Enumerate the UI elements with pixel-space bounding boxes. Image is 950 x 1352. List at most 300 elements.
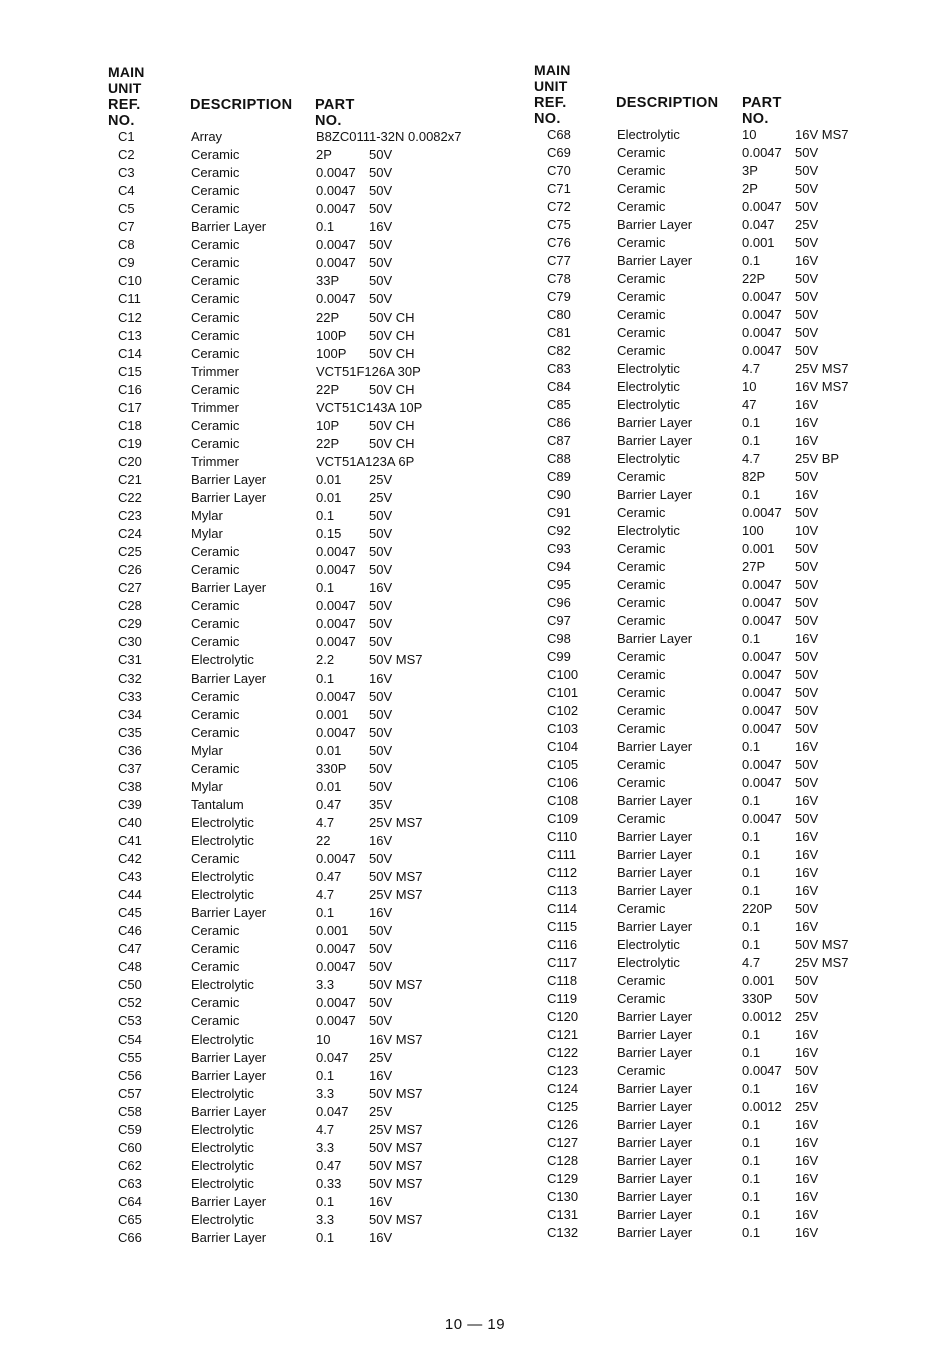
ref-no-cell: C57 bbox=[118, 1085, 142, 1101]
part-rating-cell: 50V bbox=[795, 307, 819, 322]
ref-no-cell: C90 bbox=[547, 487, 571, 502]
part-value-cell: 3.3 bbox=[316, 1085, 335, 1101]
ref-no-cell: C11 bbox=[118, 291, 141, 307]
description-cell: Electrolytic bbox=[191, 1175, 254, 1191]
description-cell: Barrier Layer bbox=[617, 1171, 693, 1186]
part-rating-cell: 50V MS7 bbox=[369, 1139, 423, 1155]
description-cell: Electrolytic bbox=[617, 379, 680, 394]
part-rating-cell: 16V bbox=[795, 739, 819, 754]
part-rating-cell: 50V bbox=[795, 181, 819, 196]
part-value-cell: 4.7 bbox=[742, 451, 761, 466]
description-cell: Trimmer bbox=[191, 399, 239, 415]
part-value-cell: VCT51F126A 30P bbox=[316, 363, 421, 379]
description-cell: Barrier Layer bbox=[191, 1230, 267, 1246]
part-value-cell: 27P bbox=[742, 559, 766, 574]
part-value-cell: 0.0047 bbox=[316, 598, 356, 614]
ref-no-cell: C75 bbox=[547, 217, 571, 232]
part-value-cell: 0.0047 bbox=[742, 685, 782, 700]
part-rating-cell: 16V bbox=[795, 1117, 819, 1132]
part-value-cell: 0.001 bbox=[742, 541, 775, 556]
part-value-cell: 0.47 bbox=[316, 1157, 342, 1173]
description-cell: Barrier Layer bbox=[191, 1067, 267, 1083]
ref-no-cell: C24 bbox=[118, 526, 142, 542]
ref-no-cell: C5 bbox=[118, 201, 135, 217]
ref-no-cell: C36 bbox=[118, 742, 142, 758]
part-value-cell: 0.1 bbox=[316, 670, 335, 686]
description-cell: Electrolytic bbox=[191, 1121, 254, 1137]
ref-no-cell: C99 bbox=[547, 649, 571, 664]
part-value-cell: 10 bbox=[742, 379, 757, 394]
part-rating-cell: 25V BP bbox=[795, 451, 840, 466]
ref-no-cell: C2 bbox=[118, 147, 135, 163]
part-rating-cell: 50V bbox=[795, 145, 819, 160]
ref-no-cell: C40 bbox=[118, 814, 142, 830]
ref-no-cell: C30 bbox=[118, 634, 142, 650]
ref-no-cell: C106 bbox=[547, 775, 579, 790]
part-no-header: PART NO. bbox=[315, 97, 355, 129]
description-cell: Electrolytic bbox=[191, 977, 254, 993]
part-rating-cell: 16V bbox=[795, 631, 819, 646]
part-value-cell: 0.0047 bbox=[742, 289, 782, 304]
description-cell: Ceramic bbox=[617, 1063, 666, 1078]
part-rating-cell: 50V MS7 bbox=[795, 937, 849, 952]
ref-no-cell: C97 bbox=[547, 613, 571, 628]
description-cell: Barrier Layer bbox=[191, 1049, 267, 1065]
ref-no-cell: C50 bbox=[118, 977, 142, 993]
description-cell: Mylar bbox=[191, 778, 223, 794]
description-header: DESCRIPTION bbox=[190, 97, 293, 113]
description-cell: Ceramic bbox=[617, 505, 666, 520]
description-cell: Ceramic bbox=[617, 811, 666, 826]
ref-no-cell: C47 bbox=[118, 941, 142, 957]
description-cell: Electrolytic bbox=[617, 523, 680, 538]
part-rating-cell: 50V bbox=[369, 147, 393, 163]
ref-no-cell: C41 bbox=[118, 832, 142, 848]
part-rating-cell: 50V bbox=[795, 271, 819, 286]
part-rating-cell: 25V bbox=[369, 471, 393, 487]
part-rating-cell: 50V MS7 bbox=[369, 1157, 423, 1173]
ref-no-cell: C21 bbox=[118, 471, 142, 487]
description-cell: Barrier Layer bbox=[191, 1103, 267, 1119]
ref-no-cell: C28 bbox=[118, 598, 142, 614]
description-cell: Ceramic bbox=[191, 598, 240, 614]
part-value-cell: 0.0047 bbox=[316, 165, 356, 181]
description-cell: Barrier Layer bbox=[617, 631, 693, 646]
part-value-cell: 4.7 bbox=[316, 887, 335, 903]
part-value-cell: 22P bbox=[316, 309, 340, 325]
part-rating-cell: 50V bbox=[369, 706, 393, 722]
description-cell: Ceramic bbox=[191, 706, 240, 722]
part-value-cell: 0.1 bbox=[742, 1207, 761, 1222]
ref-no-cell: C43 bbox=[118, 869, 142, 885]
description-cell: Ceramic bbox=[191, 345, 240, 361]
part-value-cell: 0.0047 bbox=[316, 995, 356, 1011]
description-cell: Barrier Layer bbox=[191, 670, 267, 686]
ref-no-cell: C56 bbox=[118, 1067, 142, 1083]
part-rating-cell: 16V bbox=[369, 580, 393, 596]
part-rating-cell: 50V CH bbox=[369, 435, 415, 451]
description-cell: Barrier Layer bbox=[191, 471, 267, 487]
description-cell: Electrolytic bbox=[617, 451, 680, 466]
part-rating-cell: 50V bbox=[795, 1063, 819, 1078]
description-cell: Barrier Layer bbox=[617, 1081, 693, 1096]
description-cell: Barrier Layer bbox=[617, 829, 693, 844]
description-cell: Ceramic bbox=[191, 327, 240, 343]
part-rating-cell: 16V bbox=[795, 919, 819, 934]
description-cell: Ceramic bbox=[617, 271, 666, 286]
part-value-cell: 0.0047 bbox=[316, 616, 356, 632]
part-no-header: PART NO. bbox=[742, 95, 782, 127]
ref-no-cell: C8 bbox=[118, 237, 135, 253]
part-value-cell: 0.0047 bbox=[742, 307, 782, 322]
part-value-cell: 0.1 bbox=[742, 253, 761, 268]
ref-no-cell: C77 bbox=[547, 253, 571, 268]
ref-no-cell: C113 bbox=[547, 883, 578, 898]
part-value-cell: 10 bbox=[742, 127, 757, 142]
ref-no-cell: C33 bbox=[118, 688, 142, 704]
ref-no-cell: C94 bbox=[547, 559, 571, 574]
ref-no-cell: C48 bbox=[118, 959, 142, 975]
description-cell: Ceramic bbox=[617, 757, 666, 772]
description-cell: Ceramic bbox=[617, 289, 666, 304]
part-rating-cell: 50V MS7 bbox=[369, 652, 423, 668]
part-value-cell: 4.7 bbox=[316, 814, 335, 830]
part-value-cell: 0.1 bbox=[742, 1153, 761, 1168]
ref-no-cell: C13 bbox=[118, 327, 142, 343]
description-cell: Barrier Layer bbox=[191, 1193, 267, 1209]
part-rating-cell: 16V bbox=[795, 1081, 819, 1096]
description-cell: Electrolytic bbox=[191, 1212, 254, 1227]
ref-no-cell: C84 bbox=[547, 379, 571, 394]
description-cell: Ceramic bbox=[617, 685, 666, 700]
part-value-cell: 0.0047 bbox=[742, 613, 782, 628]
part-rating-cell: 16V bbox=[795, 1135, 819, 1150]
part-value-cell: 0.0047 bbox=[742, 505, 782, 520]
part-value-cell: 0.0047 bbox=[316, 724, 356, 740]
description-cell: Mylar bbox=[191, 508, 223, 524]
description-cell: Ceramic bbox=[191, 941, 240, 957]
ref-no-cell: C109 bbox=[547, 811, 579, 826]
part-value-cell: 0.01 bbox=[316, 778, 342, 794]
ref-no-cell: C81 bbox=[547, 325, 571, 340]
part-rating-cell: 50V MS7 bbox=[369, 1085, 423, 1101]
part-rating-cell: 50V CH bbox=[369, 309, 415, 325]
description-cell: Ceramic bbox=[617, 595, 666, 610]
part-value-cell: 0.1 bbox=[742, 1171, 761, 1186]
part-rating-cell: 16V bbox=[795, 433, 819, 448]
part-rating-cell: 25V MS7 bbox=[369, 887, 423, 903]
ref-no-cell: C103 bbox=[547, 721, 579, 736]
part-value-cell: 0.0012 bbox=[742, 1099, 782, 1114]
part-value-cell: 0.1 bbox=[316, 580, 335, 596]
part-rating-cell: 25V bbox=[795, 1099, 819, 1114]
part-rating-cell: 50V MS7 bbox=[369, 1212, 423, 1227]
part-rating-cell: 16V bbox=[369, 832, 393, 848]
ref-no-cell: C82 bbox=[547, 343, 571, 358]
ref-no-cell: C129 bbox=[547, 1171, 579, 1186]
part-value-cell: 0.047 bbox=[742, 217, 775, 232]
ref-no-cell: C114 bbox=[547, 901, 578, 916]
part-value-cell: 0.0047 bbox=[316, 941, 356, 957]
description-cell: Ceramic bbox=[617, 775, 666, 790]
part-rating-cell: 50V bbox=[369, 544, 393, 560]
description-cell: Ceramic bbox=[617, 577, 666, 592]
part-value-cell: 0.1 bbox=[742, 739, 761, 754]
description-cell: Trimmer bbox=[191, 453, 239, 469]
ref-no-cell: C88 bbox=[547, 451, 571, 466]
ref-no-cell: C92 bbox=[547, 523, 571, 538]
part-value-cell: 22P bbox=[742, 271, 766, 286]
part-rating-cell: 25V MS7 bbox=[369, 814, 423, 830]
part-rating-cell: 16V bbox=[795, 253, 819, 268]
part-rating-cell: 16V bbox=[795, 865, 819, 880]
section-title: MAIN UNIT bbox=[534, 62, 571, 94]
part-value-cell: 33P bbox=[316, 273, 340, 289]
part-rating-cell: 16V bbox=[795, 1189, 819, 1204]
ref-no-cell: C38 bbox=[118, 778, 142, 794]
part-value-cell: 0.1 bbox=[742, 847, 761, 862]
part-rating-cell: 50V bbox=[369, 688, 393, 704]
ref-no-cell: C45 bbox=[118, 905, 142, 921]
ref-no-cell: C31 bbox=[118, 652, 142, 668]
part-value-cell: 3P bbox=[742, 163, 758, 178]
part-rating-cell: 50V bbox=[369, 634, 393, 650]
description-cell: Barrier Layer bbox=[617, 1009, 693, 1024]
part-value-cell: 22P bbox=[316, 435, 340, 451]
ref-no-cell: C1 bbox=[118, 129, 135, 144]
description-cell: Barrier Layer bbox=[617, 433, 693, 448]
ref-no-cell: C37 bbox=[118, 760, 142, 776]
part-rating-cell: 50V bbox=[795, 325, 819, 340]
ref-no-cell: C63 bbox=[118, 1175, 142, 1191]
description-cell: Electrolytic bbox=[617, 361, 680, 376]
part-rating-cell: 50V CH bbox=[369, 381, 415, 397]
part-value-cell: 0.1 bbox=[742, 883, 761, 898]
description-cell: Electrolytic bbox=[191, 1085, 254, 1101]
part-rating-cell: 16V bbox=[795, 883, 819, 898]
part-value-cell: 0.1 bbox=[742, 829, 761, 844]
part-value-cell: 0.1 bbox=[316, 905, 335, 921]
ref-no-cell: C7 bbox=[118, 219, 135, 235]
part-value-cell: 0.1 bbox=[742, 433, 761, 448]
ref-no-cell: C132 bbox=[547, 1225, 579, 1240]
description-cell: Barrier Layer bbox=[617, 1225, 693, 1240]
part-rating-cell: 16V bbox=[795, 1045, 819, 1060]
part-rating-cell: 50V bbox=[369, 778, 393, 794]
part-value-cell: 0.0047 bbox=[316, 634, 356, 650]
description-cell: Ceramic bbox=[191, 688, 240, 704]
description-cell: Ceramic bbox=[191, 435, 240, 451]
ref-no-cell: C12 bbox=[118, 309, 142, 325]
ref-no-cell: C64 bbox=[118, 1193, 142, 1209]
description-cell: Barrier Layer bbox=[617, 883, 693, 898]
part-value-cell: 4.7 bbox=[316, 1121, 335, 1137]
part-rating-cell: 25V bbox=[795, 217, 819, 232]
ref-no-cell: C122 bbox=[547, 1045, 579, 1060]
description-cell: Barrier Layer bbox=[617, 739, 693, 754]
ref-no-cell: C26 bbox=[118, 562, 142, 578]
part-value-cell: 0.0047 bbox=[742, 1063, 782, 1078]
part-value-cell: 0.0047 bbox=[742, 199, 782, 214]
part-rating-cell: 25V bbox=[369, 1103, 393, 1119]
part-value-cell: 0.33 bbox=[316, 1175, 342, 1191]
description-cell: Barrier Layer bbox=[617, 1207, 693, 1222]
part-value-cell: 0.1 bbox=[742, 631, 761, 646]
description-cell: Ceramic bbox=[191, 255, 240, 271]
ref-no-cell: C14 bbox=[118, 345, 142, 361]
ref-no-cell: C15 bbox=[118, 363, 142, 379]
description-cell: Ceramic bbox=[617, 181, 666, 196]
part-value-cell: 0.1 bbox=[742, 1045, 761, 1060]
part-value-cell: 0.01 bbox=[316, 490, 342, 505]
part-value-cell: 0.1 bbox=[316, 1230, 335, 1246]
ref-no-header: REF. NO. bbox=[534, 95, 567, 127]
part-rating-cell: 16V bbox=[795, 487, 819, 502]
part-rating-cell: 16V bbox=[369, 1067, 393, 1083]
ref-no-cell: C22 bbox=[118, 490, 142, 505]
ref-no-cell: C3 bbox=[118, 165, 135, 181]
part-rating-cell: 16V bbox=[795, 847, 819, 862]
part-value-cell: 330P bbox=[742, 991, 773, 1006]
description-cell: Barrier Layer bbox=[617, 217, 693, 232]
part-value-cell: 0.0047 bbox=[316, 201, 356, 217]
description-cell: Ceramic bbox=[617, 325, 666, 340]
part-value-cell: 0.0047 bbox=[742, 667, 782, 682]
part-value-cell: 10 bbox=[316, 1031, 331, 1047]
description-cell: Ceramic bbox=[191, 201, 240, 217]
part-rating-cell: 50V bbox=[795, 811, 819, 826]
description-cell: Barrier Layer bbox=[617, 793, 693, 808]
description-cell: Ceramic bbox=[191, 237, 240, 253]
ref-no-cell: C68 bbox=[547, 127, 571, 142]
part-rating-cell: 50V bbox=[369, 724, 393, 740]
ref-no-cell: C34 bbox=[118, 706, 142, 722]
ref-no-cell: C95 bbox=[547, 577, 571, 592]
part-value-cell: 2P bbox=[316, 147, 332, 163]
description-cell: Ceramic bbox=[617, 613, 666, 628]
description-cell: Barrier Layer bbox=[617, 1117, 693, 1132]
part-value-cell: 0.01 bbox=[316, 742, 342, 758]
description-cell: Ceramic bbox=[617, 649, 666, 664]
description-cell: Barrier Layer bbox=[617, 1027, 693, 1042]
ref-no-cell: C16 bbox=[118, 381, 142, 397]
part-rating-cell: 50V bbox=[795, 775, 819, 790]
part-value-cell: 100 bbox=[742, 523, 764, 538]
part-value-cell: 0.1 bbox=[316, 1193, 335, 1209]
part-value-cell: 2.2 bbox=[316, 652, 335, 668]
part-value-cell: 3.3 bbox=[316, 977, 335, 993]
ref-no-cell: C98 bbox=[547, 631, 571, 646]
part-rating-cell: 50V bbox=[369, 959, 393, 975]
part-value-cell: 4.7 bbox=[742, 955, 761, 970]
part-rating-cell: 16V bbox=[795, 829, 819, 844]
part-value-cell: 0.047 bbox=[316, 1049, 349, 1065]
part-rating-cell: 50V bbox=[795, 577, 819, 592]
part-value-cell: VCT51A123A 6P bbox=[316, 453, 415, 469]
part-value-cell: B8ZC0111-32N 0.0082x7 bbox=[316, 129, 462, 144]
description-cell: Ceramic bbox=[617, 559, 666, 574]
part-value-cell: 0.01 bbox=[316, 471, 342, 487]
description-cell: Array bbox=[191, 129, 223, 144]
part-rating-cell: 50V bbox=[369, 598, 393, 614]
ref-no-cell: C19 bbox=[118, 435, 142, 451]
part-value-cell: 0.1 bbox=[742, 1225, 761, 1240]
part-value-cell: 220P bbox=[742, 901, 773, 916]
description-cell: Ceramic bbox=[617, 145, 666, 160]
description-cell: Barrier Layer bbox=[191, 490, 267, 505]
description-cell: Ceramic bbox=[191, 760, 240, 776]
ref-no-cell: C108 bbox=[547, 793, 579, 808]
description-cell: Ceramic bbox=[617, 973, 666, 988]
part-value-cell: 0.0047 bbox=[742, 325, 782, 340]
description-cell: Electrolytic bbox=[617, 937, 680, 952]
part-value-cell: 0.001 bbox=[316, 923, 349, 939]
part-value-cell: 330P bbox=[316, 760, 347, 776]
part-rating-cell: 50V bbox=[795, 703, 819, 718]
part-rating-cell: 16V bbox=[795, 1027, 819, 1042]
description-cell: Barrier Layer bbox=[617, 919, 693, 934]
ref-no-cell: C86 bbox=[547, 415, 571, 430]
ref-no-cell: C71 bbox=[547, 181, 571, 196]
part-rating-cell: 50V bbox=[795, 901, 819, 916]
part-rating-cell: 50V MS7 bbox=[369, 977, 423, 993]
ref-no-cell: C65 bbox=[118, 1212, 142, 1227]
description-cell: Electrolytic bbox=[191, 832, 254, 848]
ref-no-cell: C52 bbox=[118, 995, 142, 1011]
ref-no-cell: C102 bbox=[547, 703, 579, 718]
ref-no-cell: C78 bbox=[547, 271, 571, 286]
ref-no-cell: C83 bbox=[547, 361, 571, 376]
description-cell: Ceramic bbox=[191, 147, 240, 163]
part-value-cell: 0.0047 bbox=[742, 649, 782, 664]
description-cell: Ceramic bbox=[191, 562, 240, 578]
part-rating-cell: 50V bbox=[369, 562, 393, 578]
part-value-cell: 0.0047 bbox=[742, 595, 782, 610]
ref-no-cell: C126 bbox=[547, 1117, 579, 1132]
part-rating-cell: 50V bbox=[795, 289, 819, 304]
ref-no-cell: C80 bbox=[547, 307, 571, 322]
ref-no-cell: C58 bbox=[118, 1103, 142, 1119]
description-cell: Barrier Layer bbox=[617, 1189, 693, 1204]
part-value-cell: 0.47 bbox=[316, 869, 342, 885]
part-rating-cell: 50V bbox=[369, 165, 393, 181]
part-rating-cell: 25V MS7 bbox=[795, 955, 849, 970]
ref-no-cell: C39 bbox=[118, 796, 142, 812]
part-rating-cell: 50V bbox=[795, 469, 819, 484]
part-rating-cell: 50V bbox=[795, 973, 819, 988]
part-rating-cell: 16V bbox=[369, 905, 393, 921]
description-cell: Ceramic bbox=[191, 309, 240, 325]
ref-no-cell: C4 bbox=[118, 183, 135, 199]
ref-no-cell: C70 bbox=[547, 163, 571, 178]
part-rating-cell: 16V bbox=[795, 1171, 819, 1186]
description-cell: Ceramic bbox=[191, 616, 240, 632]
description-cell: Trimmer bbox=[191, 363, 239, 379]
description-cell: Ceramic bbox=[617, 199, 666, 214]
part-rating-cell: 50V bbox=[795, 541, 819, 556]
ref-no-cell: C18 bbox=[118, 417, 142, 433]
part-rating-cell: 50V bbox=[369, 995, 393, 1011]
part-rating-cell: 50V bbox=[369, 526, 393, 542]
part-rating-cell: 50V bbox=[795, 991, 819, 1006]
description-cell: Ceramic bbox=[617, 901, 666, 916]
part-value-cell: 0.1 bbox=[742, 1117, 761, 1132]
ref-no-cell: C120 bbox=[547, 1009, 579, 1024]
description-cell: Electrolytic bbox=[617, 955, 680, 970]
description-cell: Ceramic bbox=[617, 469, 666, 484]
part-value-cell: 0.1 bbox=[316, 1067, 335, 1083]
description-cell: Tantalum bbox=[191, 796, 244, 812]
